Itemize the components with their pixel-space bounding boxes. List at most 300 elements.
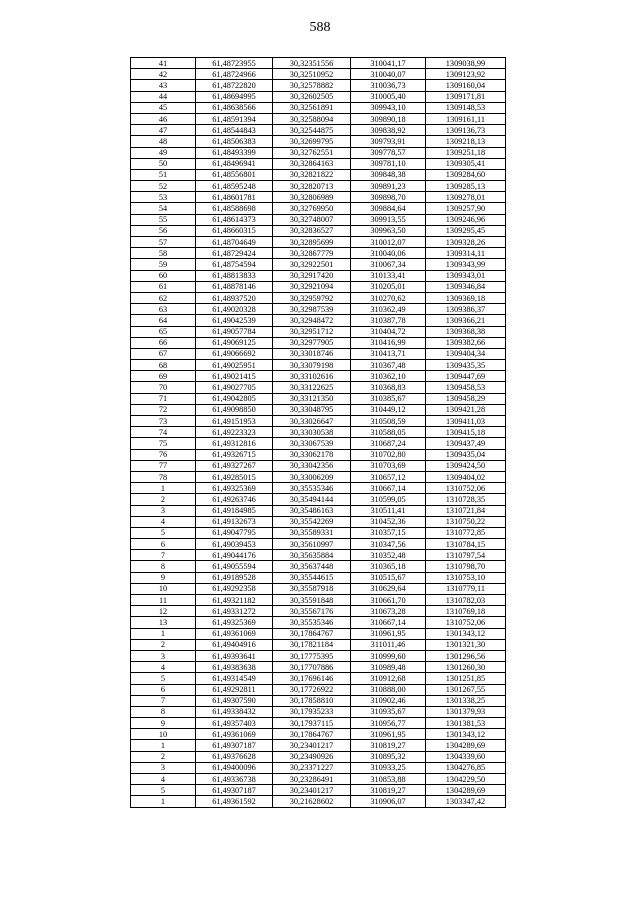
x-coordinate-cell: 309793,91 — [351, 136, 426, 147]
longitude-cell: 30,23286491 — [273, 774, 351, 785]
table-row — [131, 494, 506, 505]
point-number-cell: 66 — [131, 337, 196, 348]
x-coordinate-cell: 310012,07 — [351, 237, 426, 248]
latitude-cell: 61,49042805 — [196, 393, 273, 404]
y-coordinate-cell: 1309346,84 — [426, 281, 506, 292]
latitude-cell: 61,48878146 — [196, 281, 273, 292]
latitude-cell: 61,49376628 — [196, 751, 273, 762]
y-coordinate-cell: 1309285,13 — [426, 181, 506, 192]
point-number-cell: 69 — [131, 371, 196, 382]
latitude-cell: 61,48601781 — [196, 192, 273, 203]
y-coordinate-cell: 1310798,70 — [426, 561, 506, 572]
latitude-cell: 61,49307590 — [196, 695, 273, 706]
table-row — [131, 326, 506, 337]
latitude-cell: 61,48729424 — [196, 248, 273, 259]
point-number-cell: 68 — [131, 360, 196, 371]
longitude-cell: 30,35591848 — [273, 595, 351, 606]
longitude-cell: 30,33042356 — [273, 460, 351, 471]
longitude-cell: 30,32769950 — [273, 203, 351, 214]
y-coordinate-cell: 1310784,15 — [426, 539, 506, 550]
point-number-cell: 6 — [131, 539, 196, 550]
latitude-cell: 61,48496941 — [196, 158, 273, 169]
longitude-cell: 30,32602505 — [273, 91, 351, 102]
y-coordinate-cell: 1309123,92 — [426, 69, 506, 80]
y-coordinate-cell: 1301321,30 — [426, 639, 506, 650]
x-coordinate-cell: 309913,55 — [351, 214, 426, 225]
y-coordinate-cell: 1309369,18 — [426, 292, 506, 303]
x-coordinate-cell: 310989,48 — [351, 662, 426, 673]
point-number-cell: 46 — [131, 113, 196, 124]
latitude-cell: 61,49189528 — [196, 572, 273, 583]
point-number-cell: 57 — [131, 237, 196, 248]
longitude-cell: 30,35635884 — [273, 550, 351, 561]
point-number-cell: 4 — [131, 516, 196, 527]
longitude-cell: 30,35637448 — [273, 561, 351, 572]
x-coordinate-cell: 310515,67 — [351, 572, 426, 583]
point-number-cell: 10 — [131, 583, 196, 594]
longitude-cell: 30,32864163 — [273, 158, 351, 169]
latitude-cell: 61,49400096 — [196, 762, 273, 773]
point-number-cell: 61 — [131, 281, 196, 292]
x-coordinate-cell: 310961,95 — [351, 729, 426, 740]
x-coordinate-cell: 310853,88 — [351, 774, 426, 785]
table-row — [131, 192, 506, 203]
table-row — [131, 595, 506, 606]
point-number-cell: 3 — [131, 505, 196, 516]
table-row — [131, 762, 506, 773]
y-coordinate-cell: 1304276,85 — [426, 762, 506, 773]
longitude-cell: 30,23371227 — [273, 762, 351, 773]
latitude-cell: 61,49292358 — [196, 583, 273, 594]
point-number-cell: 2 — [131, 494, 196, 505]
latitude-cell: 61,49338432 — [196, 706, 273, 717]
longitude-cell: 30,33067539 — [273, 438, 351, 449]
x-coordinate-cell: 310935,67 — [351, 706, 426, 717]
x-coordinate-cell: 310347,56 — [351, 539, 426, 550]
latitude-cell: 61,49069125 — [196, 337, 273, 348]
y-coordinate-cell: 1301296,56 — [426, 650, 506, 661]
y-coordinate-cell: 1303347,42 — [426, 796, 506, 807]
table-row — [131, 292, 506, 303]
latitude-cell: 61,48493399 — [196, 147, 273, 158]
x-coordinate-cell: 310352,48 — [351, 550, 426, 561]
latitude-cell: 61,49361069 — [196, 628, 273, 639]
table-row — [131, 483, 506, 494]
table-row — [131, 561, 506, 572]
x-coordinate-cell: 310362,10 — [351, 371, 426, 382]
x-coordinate-cell: 310357,15 — [351, 527, 426, 538]
longitude-cell: 30,33079198 — [273, 360, 351, 371]
longitude-cell: 30,17775395 — [273, 650, 351, 661]
longitude-cell: 30,35486163 — [273, 505, 351, 516]
point-number-cell: 52 — [131, 181, 196, 192]
y-coordinate-cell: 1304289,69 — [426, 740, 506, 751]
point-number-cell: 58 — [131, 248, 196, 259]
point-number-cell: 55 — [131, 214, 196, 225]
latitude-cell: 61,49057784 — [196, 326, 273, 337]
table-row — [131, 673, 506, 684]
x-coordinate-cell: 310205,01 — [351, 281, 426, 292]
y-coordinate-cell: 1309343,01 — [426, 270, 506, 281]
table-row — [131, 740, 506, 751]
x-coordinate-cell: 310667,14 — [351, 483, 426, 494]
latitude-cell: 61,49044176 — [196, 550, 273, 561]
point-number-cell: 4 — [131, 662, 196, 673]
latitude-cell: 61,49184985 — [196, 505, 273, 516]
x-coordinate-cell: 310270,62 — [351, 292, 426, 303]
point-number-cell: 6 — [131, 684, 196, 695]
point-number-cell: 53 — [131, 192, 196, 203]
latitude-cell: 61,48754594 — [196, 259, 273, 270]
table-row — [131, 449, 506, 460]
latitude-cell: 61,48660315 — [196, 225, 273, 236]
longitude-cell: 30,32748007 — [273, 214, 351, 225]
longitude-cell: 30,35542269 — [273, 516, 351, 527]
x-coordinate-cell: 310041,17 — [351, 58, 426, 69]
latitude-cell: 61,49312816 — [196, 438, 273, 449]
y-coordinate-cell: 1309435,04 — [426, 449, 506, 460]
latitude-cell: 61,49263746 — [196, 494, 273, 505]
y-coordinate-cell: 1310797,54 — [426, 550, 506, 561]
table-row — [131, 337, 506, 348]
x-coordinate-cell: 309891,23 — [351, 181, 426, 192]
table-row — [131, 617, 506, 628]
longitude-cell: 30,17858810 — [273, 695, 351, 706]
point-number-cell: 44 — [131, 91, 196, 102]
latitude-cell: 61,48556801 — [196, 169, 273, 180]
y-coordinate-cell: 1309246,96 — [426, 214, 506, 225]
latitude-cell: 61,48591394 — [196, 113, 273, 124]
point-number-cell: 8 — [131, 706, 196, 717]
table-row — [131, 102, 506, 113]
table-row — [131, 438, 506, 449]
y-coordinate-cell: 1310728,35 — [426, 494, 506, 505]
longitude-cell: 30,17726922 — [273, 684, 351, 695]
x-coordinate-cell: 310040,06 — [351, 248, 426, 259]
latitude-cell: 61,49285015 — [196, 471, 273, 482]
latitude-cell: 61,48937520 — [196, 292, 273, 303]
longitude-cell: 30,33102616 — [273, 371, 351, 382]
longitude-cell: 30,32561891 — [273, 102, 351, 113]
latitude-cell: 61,49336738 — [196, 774, 273, 785]
table-row — [131, 796, 506, 807]
x-coordinate-cell: 310657,12 — [351, 471, 426, 482]
x-coordinate-cell: 310702,80 — [351, 449, 426, 460]
x-coordinate-cell: 310413,71 — [351, 348, 426, 359]
coordinates-table-body — [131, 58, 506, 808]
y-coordinate-cell: 1310772,85 — [426, 527, 506, 538]
latitude-cell: 61,49042539 — [196, 315, 273, 326]
table-row — [131, 58, 506, 69]
y-coordinate-cell: 1309160,04 — [426, 80, 506, 91]
longitude-cell: 30,32977905 — [273, 337, 351, 348]
longitude-cell: 30,32895699 — [273, 237, 351, 248]
y-coordinate-cell: 1309415,18 — [426, 427, 506, 438]
point-number-cell: 51 — [131, 169, 196, 180]
latitude-cell: 61,48694995 — [196, 91, 273, 102]
y-coordinate-cell: 1309218,13 — [426, 136, 506, 147]
y-coordinate-cell: 1309368,38 — [426, 326, 506, 337]
x-coordinate-cell: 310687,24 — [351, 438, 426, 449]
point-number-cell: 10 — [131, 729, 196, 740]
longitude-cell: 30,32987539 — [273, 304, 351, 315]
x-coordinate-cell: 309963,50 — [351, 225, 426, 236]
point-number-cell: 45 — [131, 102, 196, 113]
y-coordinate-cell: 1301267,55 — [426, 684, 506, 695]
point-number-cell: 7 — [131, 550, 196, 561]
longitude-cell: 30,32921094 — [273, 281, 351, 292]
table-row — [131, 136, 506, 147]
latitude-cell: 61,48813833 — [196, 270, 273, 281]
y-coordinate-cell: 1309404,02 — [426, 471, 506, 482]
x-coordinate-cell: 309898,70 — [351, 192, 426, 203]
longitude-cell: 30,33122625 — [273, 382, 351, 393]
longitude-cell: 30,32820713 — [273, 181, 351, 192]
x-coordinate-cell: 310067,34 — [351, 259, 426, 270]
longitude-cell: 30,17696146 — [273, 673, 351, 684]
y-coordinate-cell: 1309278,01 — [426, 192, 506, 203]
x-coordinate-cell: 310365,18 — [351, 561, 426, 572]
table-row — [131, 270, 506, 281]
point-number-cell: 76 — [131, 449, 196, 460]
table-row — [131, 158, 506, 169]
latitude-cell: 61,48724966 — [196, 69, 273, 80]
point-number-cell: 75 — [131, 438, 196, 449]
latitude-cell: 61,49151953 — [196, 416, 273, 427]
point-number-cell: 50 — [131, 158, 196, 169]
latitude-cell: 61,49307187 — [196, 740, 273, 751]
y-coordinate-cell: 1309305,41 — [426, 158, 506, 169]
longitude-cell: 30,17821184 — [273, 639, 351, 650]
latitude-cell: 61,49027705 — [196, 382, 273, 393]
y-coordinate-cell: 1309038,99 — [426, 58, 506, 69]
point-number-cell: 47 — [131, 125, 196, 136]
x-coordinate-cell: 310819,27 — [351, 740, 426, 751]
latitude-cell: 61,48614373 — [196, 214, 273, 225]
latitude-cell: 61,49361592 — [196, 796, 273, 807]
longitude-cell: 30,33018746 — [273, 348, 351, 359]
table-row — [131, 169, 506, 180]
point-number-cell: 72 — [131, 404, 196, 415]
latitude-cell: 61,49327267 — [196, 460, 273, 471]
point-number-cell: 1 — [131, 483, 196, 494]
y-coordinate-cell: 1309284,60 — [426, 169, 506, 180]
table-row — [131, 125, 506, 136]
x-coordinate-cell: 309890,18 — [351, 113, 426, 124]
latitude-cell: 61,49020328 — [196, 304, 273, 315]
y-coordinate-cell: 1301251,85 — [426, 673, 506, 684]
table-row — [131, 650, 506, 661]
x-coordinate-cell: 310999,60 — [351, 650, 426, 661]
latitude-cell: 61,48704649 — [196, 237, 273, 248]
y-coordinate-cell: 1309404,34 — [426, 348, 506, 359]
table-row — [131, 516, 506, 527]
y-coordinate-cell: 1309136,73 — [426, 125, 506, 136]
table-row — [131, 360, 506, 371]
point-number-cell: 1 — [131, 740, 196, 751]
point-number-cell: 67 — [131, 348, 196, 359]
point-number-cell: 48 — [131, 136, 196, 147]
longitude-cell: 30,17864767 — [273, 729, 351, 740]
latitude-cell: 61,49361069 — [196, 729, 273, 740]
y-coordinate-cell: 1310782,03 — [426, 595, 506, 606]
y-coordinate-cell: 1310752,06 — [426, 483, 506, 494]
x-coordinate-cell: 310703,69 — [351, 460, 426, 471]
table-row — [131, 662, 506, 673]
table-row — [131, 527, 506, 538]
x-coordinate-cell: 310933,25 — [351, 762, 426, 773]
latitude-cell: 61,49047795 — [196, 527, 273, 538]
table-row — [131, 706, 506, 717]
y-coordinate-cell: 1301260,30 — [426, 662, 506, 673]
longitude-cell: 30,35535346 — [273, 483, 351, 494]
point-number-cell: 56 — [131, 225, 196, 236]
latitude-cell: 61,49326715 — [196, 449, 273, 460]
table-row — [131, 606, 506, 617]
point-number-cell: 4 — [131, 774, 196, 785]
x-coordinate-cell: 309778,57 — [351, 147, 426, 158]
table-row — [131, 382, 506, 393]
table-row — [131, 348, 506, 359]
y-coordinate-cell: 1309295,45 — [426, 225, 506, 236]
y-coordinate-cell: 1309328,26 — [426, 237, 506, 248]
longitude-cell: 30,17937115 — [273, 718, 351, 729]
table-row — [131, 539, 506, 550]
point-number-cell: 7 — [131, 695, 196, 706]
y-coordinate-cell: 1304229,50 — [426, 774, 506, 785]
point-number-cell: 9 — [131, 572, 196, 583]
table-row — [131, 315, 506, 326]
table-row — [131, 684, 506, 695]
y-coordinate-cell: 1309343,99 — [426, 259, 506, 270]
table-row — [131, 371, 506, 382]
point-number-cell: 64 — [131, 315, 196, 326]
x-coordinate-cell: 310511,41 — [351, 505, 426, 516]
table-row — [131, 113, 506, 124]
point-number-cell: 41 — [131, 58, 196, 69]
table-row — [131, 416, 506, 427]
y-coordinate-cell: 1301343,12 — [426, 628, 506, 639]
longitude-cell: 30,32351556 — [273, 58, 351, 69]
point-number-cell: 62 — [131, 292, 196, 303]
point-number-cell: 70 — [131, 382, 196, 393]
y-coordinate-cell: 1309314,11 — [426, 248, 506, 259]
y-coordinate-cell: 1301343,12 — [426, 729, 506, 740]
point-number-cell: 54 — [131, 203, 196, 214]
coordinates-table — [130, 57, 506, 808]
point-number-cell: 11 — [131, 595, 196, 606]
table-row — [131, 80, 506, 91]
x-coordinate-cell: 310367,48 — [351, 360, 426, 371]
x-coordinate-cell: 310629,64 — [351, 583, 426, 594]
latitude-cell: 61,49223323 — [196, 427, 273, 438]
latitude-cell: 61,49039453 — [196, 539, 273, 550]
point-number-cell: 8 — [131, 561, 196, 572]
point-number-cell: 1 — [131, 796, 196, 807]
y-coordinate-cell: 1301381,53 — [426, 718, 506, 729]
longitude-cell: 30,32959792 — [273, 292, 351, 303]
latitude-cell: 61,49331272 — [196, 606, 273, 617]
table-row — [131, 550, 506, 561]
table-row — [131, 214, 506, 225]
x-coordinate-cell: 311011,46 — [351, 639, 426, 650]
page-number: 588 — [309, 20, 331, 35]
table-row — [131, 460, 506, 471]
x-coordinate-cell: 309943,10 — [351, 102, 426, 113]
point-number-cell: 2 — [131, 639, 196, 650]
point-number-cell: 1 — [131, 628, 196, 639]
y-coordinate-cell: 1310769,18 — [426, 606, 506, 617]
table-row — [131, 572, 506, 583]
x-coordinate-cell: 310819,27 — [351, 785, 426, 796]
longitude-cell: 30,17935233 — [273, 706, 351, 717]
x-coordinate-cell: 310449,12 — [351, 404, 426, 415]
latitude-cell: 61,49325369 — [196, 483, 273, 494]
longitude-cell: 30,35587918 — [273, 583, 351, 594]
table-row — [131, 248, 506, 259]
y-coordinate-cell: 1309447,69 — [426, 371, 506, 382]
latitude-cell: 61,49021415 — [196, 371, 273, 382]
y-coordinate-cell: 1309421,28 — [426, 404, 506, 415]
table-row — [131, 404, 506, 415]
point-number-cell: 74 — [131, 427, 196, 438]
x-coordinate-cell: 310902,46 — [351, 695, 426, 706]
longitude-cell: 30,32821822 — [273, 169, 351, 180]
x-coordinate-cell: 310133,41 — [351, 270, 426, 281]
point-number-cell: 77 — [131, 460, 196, 471]
x-coordinate-cell: 310452,36 — [351, 516, 426, 527]
x-coordinate-cell: 310036,73 — [351, 80, 426, 91]
x-coordinate-cell: 310005,40 — [351, 91, 426, 102]
x-coordinate-cell: 309884,64 — [351, 203, 426, 214]
longitude-cell: 30,33030538 — [273, 427, 351, 438]
y-coordinate-cell: 1309411,03 — [426, 416, 506, 427]
x-coordinate-cell: 310888,00 — [351, 684, 426, 695]
longitude-cell: 30,32922501 — [273, 259, 351, 270]
table-row — [131, 147, 506, 158]
longitude-cell: 30,32948472 — [273, 315, 351, 326]
y-coordinate-cell: 1310721,84 — [426, 505, 506, 516]
latitude-cell: 61,48595248 — [196, 181, 273, 192]
y-coordinate-cell: 1309458,29 — [426, 393, 506, 404]
point-number-cell: 63 — [131, 304, 196, 315]
x-coordinate-cell: 310961,95 — [351, 628, 426, 639]
longitude-cell: 30,32699795 — [273, 136, 351, 147]
point-number-cell: 5 — [131, 785, 196, 796]
y-coordinate-cell: 1310779,11 — [426, 583, 506, 594]
y-coordinate-cell: 1301379,93 — [426, 706, 506, 717]
x-coordinate-cell: 310956,77 — [351, 718, 426, 729]
x-coordinate-cell: 310912,68 — [351, 673, 426, 684]
latitude-cell: 61,49357403 — [196, 718, 273, 729]
latitude-cell: 61,49321182 — [196, 595, 273, 606]
table-row — [131, 281, 506, 292]
y-coordinate-cell: 1309458,53 — [426, 382, 506, 393]
y-coordinate-cell: 1310753,10 — [426, 572, 506, 583]
longitude-cell: 30,35610997 — [273, 539, 351, 550]
latitude-cell: 61,49055594 — [196, 561, 273, 572]
table-row — [131, 471, 506, 482]
longitude-cell: 30,33048795 — [273, 404, 351, 415]
latitude-cell: 61,48722820 — [196, 80, 273, 91]
point-number-cell: 49 — [131, 147, 196, 158]
point-number-cell: 13 — [131, 617, 196, 628]
latitude-cell: 61,49393641 — [196, 650, 273, 661]
longitude-cell: 30,33026647 — [273, 416, 351, 427]
point-number-cell: 59 — [131, 259, 196, 270]
y-coordinate-cell: 1309386,37 — [426, 304, 506, 315]
longitude-cell: 30,32917420 — [273, 270, 351, 281]
